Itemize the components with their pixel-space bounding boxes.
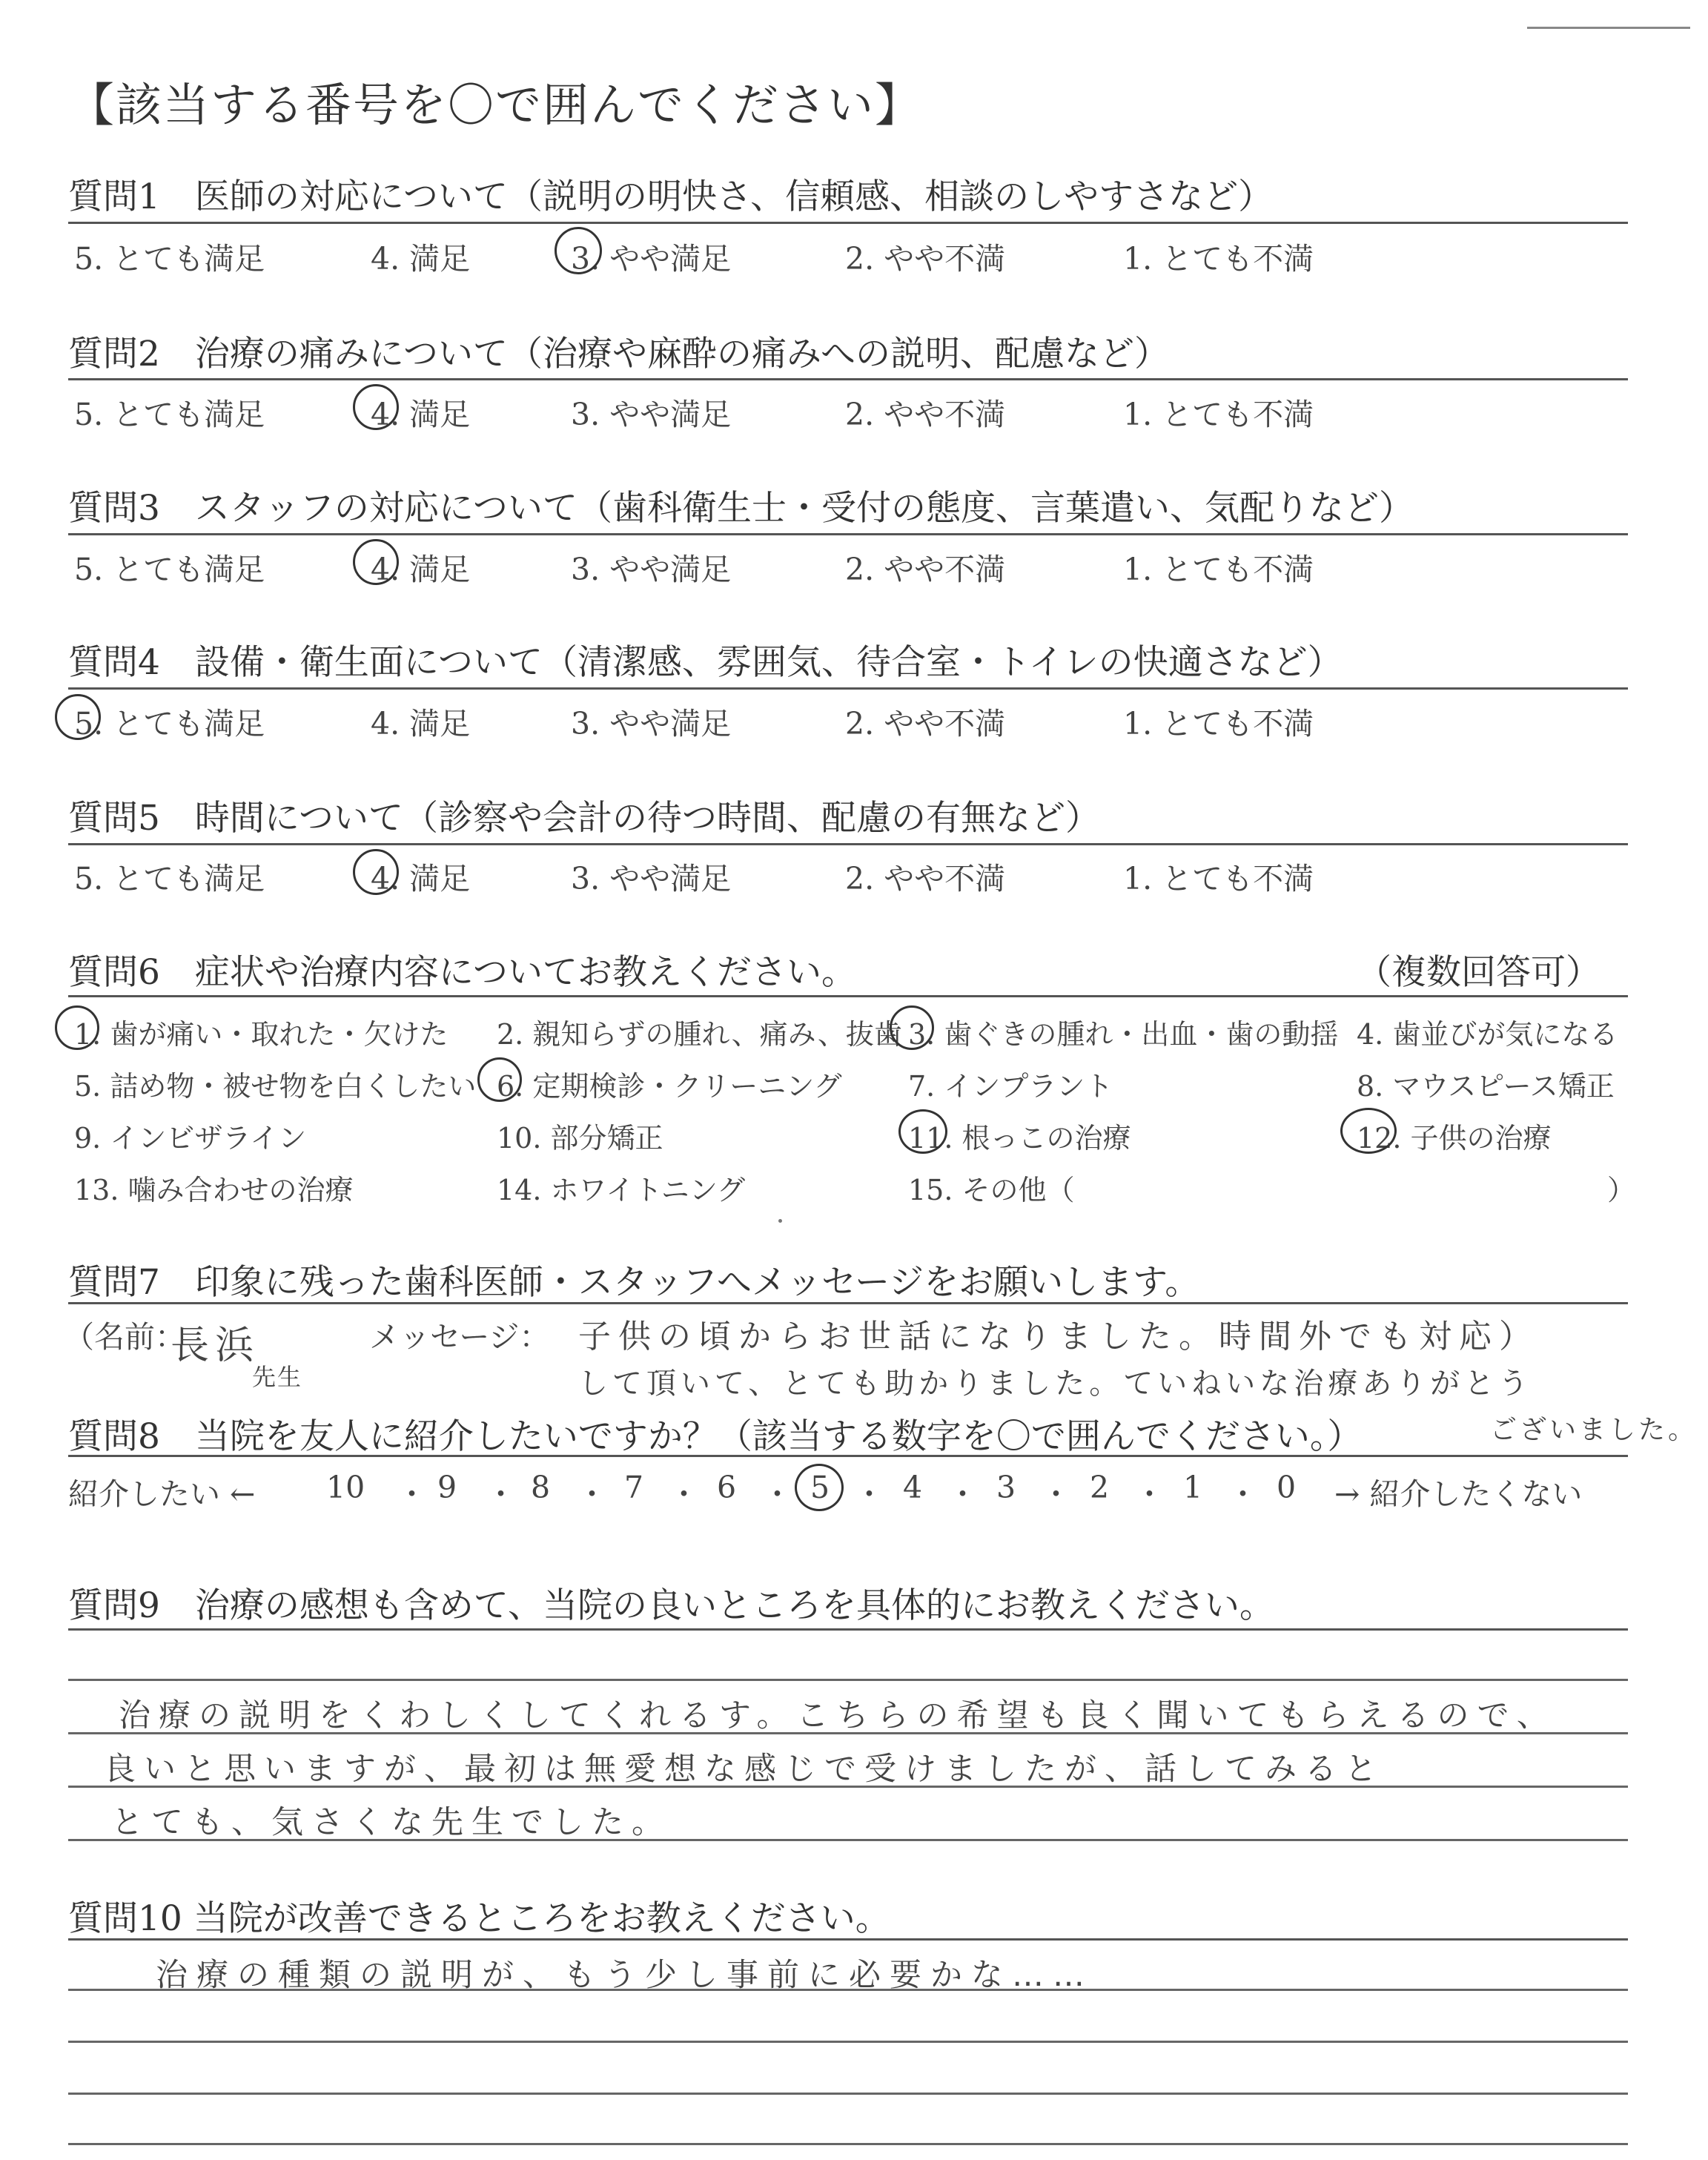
question-7-title: 質問7 印象に残った歯科医師・スタッフへメッセージをお願いします。 — [68, 1262, 1200, 1303]
q1-option-3[interactable]: 3. やや満足 — [571, 241, 732, 277]
q3-option-1[interactable]: 1. とても不満 — [1123, 552, 1314, 587]
q8-scale-10[interactable]: 10 — [326, 1470, 365, 1505]
q8-scale-3[interactable]: 3 — [996, 1470, 1016, 1505]
q2-option-2[interactable]: 2. やや不満 — [845, 397, 1006, 432]
question-10-rule — [68, 1938, 1628, 1941]
q8-sep: ・ — [854, 1476, 884, 1512]
question-9-rule — [68, 1628, 1628, 1631]
q8-selected-circle — [795, 1464, 844, 1511]
question-4-rule — [68, 687, 1628, 690]
q8-scale-5[interactable]: 5 — [810, 1470, 830, 1505]
q6-item-3[interactable]: 3. 歯ぐきの腫れ・出血・歯の動揺 — [908, 1018, 1339, 1051]
q7-message-line-1[interactable]: 子供の頃からお世話になりました。時間外でも対応） — [578, 1318, 1539, 1355]
q6-selected-circle-11 — [898, 1109, 947, 1154]
q5-option-5[interactable]: 5. とても満足 — [74, 861, 265, 896]
q3-option-5[interactable]: 5. とても満足 — [74, 552, 265, 587]
q6-selected-circle-1 — [55, 1005, 99, 1050]
q6-item-5[interactable]: 5. 詰め物・被せ物を白くしたい — [74, 1070, 477, 1103]
q6-item-4[interactable]: 4. 歯並びが気になる — [1357, 1018, 1618, 1051]
q2-selected-circle — [353, 384, 399, 430]
q6-item-8[interactable]: 8. マウスピース矯正 — [1357, 1070, 1615, 1103]
q6-selected-circle-12 — [1340, 1108, 1397, 1154]
q5-option-2[interactable]: 2. やや不満 — [845, 861, 1006, 896]
q8-scale-9[interactable]: 9 — [437, 1470, 457, 1505]
question-6-title: 質問6 症状や治療内容についてお教えください。 — [68, 952, 856, 993]
q6-item-10[interactable]: 10. 部分矯正 — [497, 1122, 663, 1155]
q6-item-9[interactable]: 9. インビザライン — [74, 1122, 307, 1155]
question-3-rule — [68, 533, 1628, 535]
q4-option-3[interactable]: 3. やや満足 — [571, 706, 732, 742]
q1-option-5[interactable]: 5. とても満足 — [74, 241, 265, 277]
q5-selected-circle — [353, 849, 399, 895]
question-7-rule — [68, 1302, 1628, 1304]
q8-sep: ・ — [1041, 1476, 1071, 1512]
q9-answer-line-3[interactable]: とても、気さくな先生でした。 — [111, 1804, 672, 1841]
q2-option-4[interactable]: 4. 満足 — [371, 397, 471, 432]
question-5-rule — [68, 843, 1628, 845]
q8-right-label: → 紹介したくない — [1334, 1476, 1583, 1512]
q6-item-1[interactable]: 1. 歯が痛い・取れた・欠けた — [74, 1018, 448, 1051]
q6-selected-circle-6 — [477, 1057, 522, 1102]
q5-option-3[interactable]: 3. やや満足 — [571, 861, 732, 896]
question-8-title: 質問8 当院を友人に紹介したいですか？（該当する数字を〇で囲んでください。） — [68, 1416, 1363, 1457]
question-5-title: 質問5 時間について（診察や会計の待つ時間、配慮の有無など） — [68, 798, 1100, 839]
question-3-title: 質問3 スタッフの対応について（歯科衛生士・受付の態度、言葉遣い、気配りなど） — [68, 488, 1414, 529]
q1-option-2[interactable]: 2. やや不満 — [845, 241, 1006, 277]
q8-left-label: 紹介したい ← — [68, 1476, 256, 1512]
q1-option-1[interactable]: 1. とても不満 — [1123, 241, 1314, 277]
q7-message-line-2[interactable]: して頂いて、とても助かりました。ていねいな治療ありがとう — [578, 1367, 1533, 1401]
q3-option-3[interactable]: 3. やや満足 — [571, 552, 732, 587]
q4-selected-circle — [55, 694, 101, 740]
question-2-title: 質問2 治療の痛みについて（治療や麻酔の痛みへの説明、配慮など） — [68, 334, 1170, 374]
q8-sep: ・ — [1228, 1476, 1258, 1512]
q8-sep: ・ — [486, 1476, 516, 1512]
q8-sep: ・ — [577, 1476, 607, 1512]
q6-item-13[interactable]: 13. 噛み合わせの治療 — [74, 1174, 354, 1206]
q3-option-4[interactable]: 4. 満足 — [371, 552, 471, 587]
q10-answer-rule-3 — [68, 2093, 1628, 2095]
question-6-note: （複数回答可） — [1357, 952, 1601, 993]
q6-item-2[interactable]: 2. 親知らずの腫れ、痛み、抜歯 — [497, 1018, 902, 1051]
q7-message-label: メッセージ： — [369, 1319, 550, 1355]
q6-selected-circle-3 — [890, 1005, 934, 1050]
q1-selected-circle — [555, 227, 602, 274]
q8-sep: ・ — [669, 1476, 699, 1512]
q6-item-15-close: ） — [1607, 1174, 1636, 1206]
question-1-rule — [68, 222, 1628, 224]
q8-sep: ・ — [762, 1476, 792, 1512]
q3-selected-circle — [353, 539, 399, 585]
question-1-title: 質問1 医師の対応について（説明の明快さ、信頼感、相談のしやすさなど） — [68, 176, 1274, 217]
q8-scale-7[interactable]: 7 — [624, 1470, 644, 1505]
q7-message-line-3[interactable]: ございました。 — [1490, 1415, 1698, 1445]
q9-answer-line-1[interactable]: 治療の説明をくわしくしてくれるす。こちらの希望も良く聞いてもらえるので、 — [119, 1697, 1557, 1734]
q8-scale-2[interactable]: 2 — [1090, 1470, 1110, 1505]
q2-option-1[interactable]: 1. とても不満 — [1123, 397, 1314, 432]
top-edge-line — [1527, 27, 1690, 29]
question-10-title: 質問10 当院が改善できるところをお教えください。 — [68, 1898, 890, 1939]
q1-option-4[interactable]: 4. 満足 — [371, 241, 471, 277]
q8-scale-4[interactable]: 4 — [903, 1470, 923, 1505]
q8-scale-6[interactable]: 6 — [717, 1470, 737, 1505]
q4-option-4[interactable]: 4. 満足 — [371, 706, 471, 742]
q7-name-value[interactable]: 長浜 — [171, 1324, 260, 1368]
q6-item-6[interactable]: 6. 定期検診・クリーニング — [497, 1070, 842, 1103]
q5-option-4[interactable]: 4. 満足 — [371, 861, 471, 896]
q8-sep: ・ — [947, 1476, 978, 1512]
q9-answer-line-2[interactable]: 良いと思いますが、最初は無愛想な感じで受けましたが、話してみると — [104, 1751, 1385, 1788]
q9-answer-rule-1 — [68, 1679, 1628, 1681]
instruction-header: 【該当する番号を〇で囲んでください】 — [68, 78, 923, 132]
question-6-rule — [68, 995, 1628, 997]
q4-option-1[interactable]: 1. とても不満 — [1123, 706, 1314, 742]
q4-option-5[interactable]: 5. とても満足 — [74, 706, 265, 742]
q6-item-12[interactable]: 12. 子供の治療 — [1357, 1122, 1552, 1155]
q10-answer-line-1[interactable]: 治療の種類の説明が、もう少し事前に必要かな…… — [156, 1957, 1093, 1994]
q4-option-2[interactable]: 2. やや不満 — [845, 706, 1006, 742]
q5-option-1[interactable]: 1. とても不満 — [1123, 861, 1314, 896]
q7-name-suffix: 先生 — [252, 1363, 303, 1391]
q8-scale-1[interactable]: 1 — [1183, 1470, 1203, 1505]
q6-item-15[interactable]: 15. その他（ — [908, 1174, 1075, 1206]
question-9-title: 質問9 治療の感想も含めて、当院の良いところを具体的にお教えください。 — [68, 1585, 1274, 1626]
q3-option-2[interactable]: 2. やや不満 — [845, 552, 1006, 587]
question-8-rule — [68, 1455, 1628, 1457]
stray-mark — [778, 1219, 782, 1223]
q6-item-11[interactable]: 11. 根っこの治療 — [908, 1122, 1131, 1155]
q8-scale-0[interactable]: 0 — [1277, 1470, 1297, 1505]
question-2-rule — [68, 378, 1628, 380]
q2-option-5[interactable]: 5. とても満足 — [74, 397, 265, 432]
q8-scale-8[interactable]: 8 — [531, 1470, 551, 1505]
q10-answer-rule-2 — [68, 2041, 1628, 2043]
q2-option-3[interactable]: 3. やや満足 — [571, 397, 732, 432]
q8-sep: ・ — [1134, 1476, 1165, 1512]
q10-answer-rule-4 — [68, 2143, 1628, 2145]
q7-name-label: （名前： — [64, 1319, 185, 1355]
q8-sep: ・ — [397, 1476, 427, 1512]
q6-item-14[interactable]: 14. ホワイトニング — [497, 1174, 746, 1206]
q6-item-7[interactable]: 7. インプラント — [908, 1070, 1113, 1103]
question-4-title: 質問4 設備・衛生面について（清潔感、雰囲気、待合室・トイレの快適さなど） — [68, 642, 1343, 683]
